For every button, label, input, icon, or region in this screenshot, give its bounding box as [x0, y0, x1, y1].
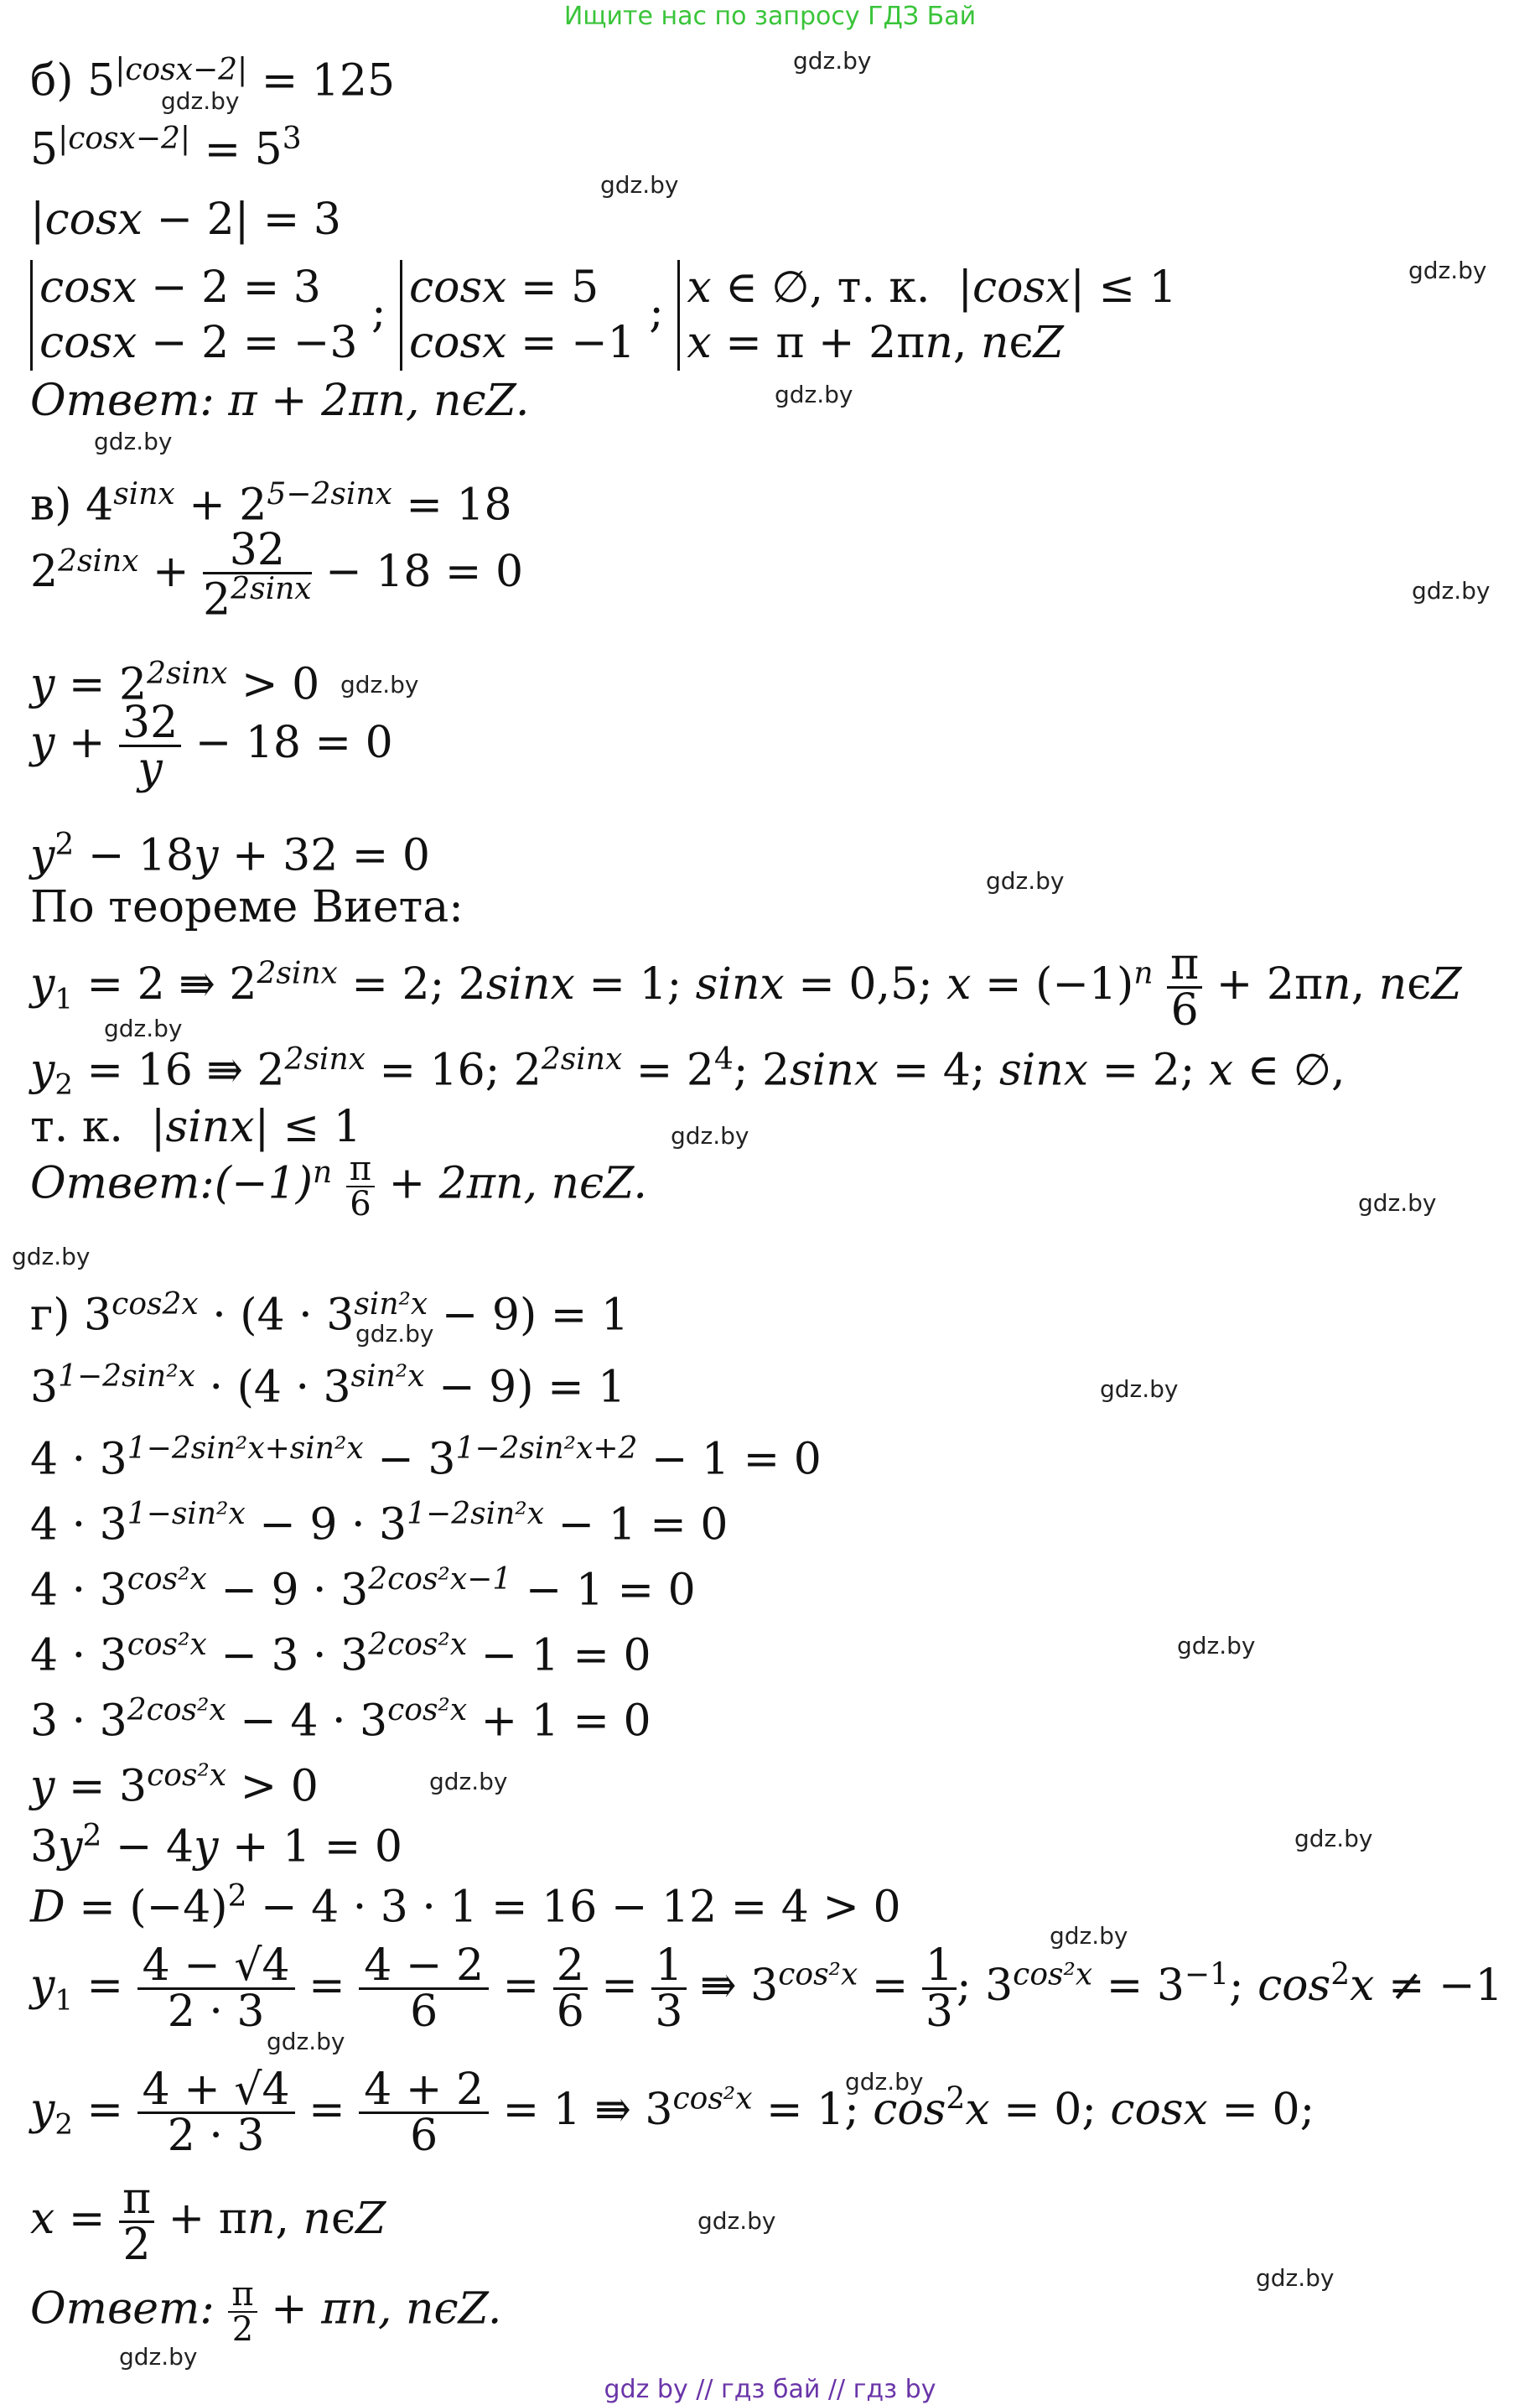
watermark: gdz.by — [845, 2068, 924, 2096]
answer-g: Ответ: $\frac{\pi}{2}$ + πn, nϵZ. — [30, 2275, 502, 2349]
watermark: gdz.by — [697, 2207, 776, 2235]
watermark: gdz.by — [793, 47, 872, 75]
line-g-4: $4 \cdot 3^{1-sin^2x} - 9 \cdot 3^{1-2sin^2x} - 1 = 0$ — [30, 1497, 729, 1551]
watermark: gdz.by — [671, 1122, 749, 1150]
watermark: gdz.by — [267, 2028, 345, 2055]
watermark: gdz.by — [1050, 1922, 1128, 1950]
watermark: gdz.by — [355, 1320, 434, 1348]
line-b-3: |cosx − 2| = 3 — [30, 195, 341, 245]
watermark: gdz.by — [986, 867, 1065, 895]
line-v-3: $y = 2^{2sinx} > 0$ — [30, 657, 320, 710]
line-v-7: $y_1 = 2$ ⇛ $2^{2sinx} = 2$; 2sinx = 1; sinx = 0,5; $x = (-1)^n$ $\frac{\pi}{6}$ + 2πn, nϵZ — [30, 939, 1462, 1036]
line-g-1: г) $3^{cos2x} \cdot (4 \cdot 3^{sin^2x} - 9) = 1$ — [30, 1287, 629, 1341]
watermark: gdz.by — [1358, 1189, 1437, 1217]
line-b-2: $5^{|cosx-2|} = 5^3$ — [30, 122, 302, 175]
watermark: gdz.by — [12, 1243, 91, 1270]
line-g-10: $D = (-4)^2 - 4 \cdot 3 \cdot 1 = 16 - 12 = 4 > 0$ — [30, 1879, 901, 1933]
line-v-5: $y^2 - 18y + 32 = 0$ — [30, 828, 430, 881]
watermark: gdz.by — [1177, 1632, 1256, 1660]
watermark: gdz.by — [94, 428, 173, 455]
line-v-2: $2^{2sinx}$ + $\frac{32}{2^{2sinx}}$ − 18 = 0 — [30, 525, 524, 626]
header-banner: Ищите нас по запросу ГДЗ Бай — [563, 2, 977, 31]
watermark: gdz.by — [1294, 1825, 1373, 1852]
line-v-8: $y_2 = 16$ ⇛ $2^{2sinx} = 16$; $2^{2sinx} = 2^4$; 2sinx = 4; sinx = 2; x ∈ ∅, — [30, 1042, 1346, 1102]
line-g-3: $4 \cdot 3^{1-2sin^2x+sin^2x} - 3^{1-2sin^2x+2} - 1 = 0$ — [30, 1431, 822, 1485]
watermark: gdz.by — [1100, 1375, 1179, 1403]
line-v-4: y + $\frac{32}{y}$ − 18 = 0 — [30, 698, 393, 794]
line-g-11: $y_1$ = $\frac{4 - √4}{2 \cdot 3}$ = $\frac{4 - 2}{6}$ = $\frac{2}{6}$ = $\frac{1}{3}$ ⇛ $3^{cos^2x}$ = $\frac{1}{3}$ ; $3^{cos^2x} = 3^{-1}$; $\cos^2x \ne -1$ — [30, 1940, 1503, 2037]
line-g-13: x = $\frac{\pi}{2}$ + πn, nϵZ — [30, 2174, 386, 2270]
line-g-2: $3^{1-2sin^2x} \cdot (4 \cdot 3^{sin^2x} - 9) = 1$ — [30, 1359, 626, 1413]
watermark: gdz.by — [429, 1768, 508, 1795]
line-v-1: в) $4^{sinx} + 2^{5-2sinx} = 18$ — [30, 477, 512, 531]
watermark: gdz.by — [775, 381, 853, 408]
answer-b: Ответ: π + 2πn, nϵZ. — [30, 376, 530, 426]
line-g-5: $4 \cdot 3^{cos^2x} - 9 \cdot 3^{2cos^2x-1} - 1 = 0$ — [30, 1562, 696, 1616]
watermark: gdz.by — [1256, 2264, 1335, 2292]
line-g-12: $y_2$ = $\frac{4 + √4}{2 \cdot 3}$ = $\frac{4 + 2}{6}$ = 1 ⇛ $3^{cos^2x} = 1$; $\cos^2x = 0$; cosx = 0; — [30, 2065, 1315, 2161]
watermark: gdz.by — [1408, 257, 1487, 284]
answer-v: $Ответ:(-1)^n$ $\frac{\pi}{6}$ + 2πn, nϵZ. — [30, 1150, 647, 1223]
footer-banner: gdz by // гдз бай // гдз by — [604, 2375, 936, 2404]
watermark: gdz.by — [104, 1015, 183, 1042]
line-b-4: cosx − 2 = 3 cosx − 2 = −3 ; cosx = 5 cosx = −1 ; x ∈ ∅, т. к. |cosx| ≤ 1 x = π + 2πn, nϵZ — [30, 260, 1177, 371]
watermark: gdz.by — [600, 171, 679, 199]
line-v-6: По теореме Виета: — [30, 882, 464, 932]
watermark: gdz.by — [340, 671, 419, 699]
line-b-1: б) $5^{|cosx-2|} = 125$ — [30, 53, 396, 106]
watermark: gdz.by — [1412, 577, 1491, 605]
line-g-9: $3y^2 - 4y + 1 = 0$ — [30, 1819, 402, 1873]
line-g-7: $3 \cdot 3^{2cos^2x} - 4 \cdot 3^{cos^2x} + 1 = 0$ — [30, 1693, 651, 1747]
watermark: gdz.by — [161, 87, 240, 115]
line-g-6: $4 \cdot 3^{cos^2x} - 3 \cdot 3^{2cos^2x} - 1 = 0$ — [30, 1628, 651, 1681]
watermark: gdz.by — [119, 2343, 198, 2371]
line-g-8: $y = 3^{cos^2x} > 0$ — [30, 1758, 319, 1812]
line-v-9: т. к. |sinx| ≤ 1 — [30, 1102, 361, 1152]
